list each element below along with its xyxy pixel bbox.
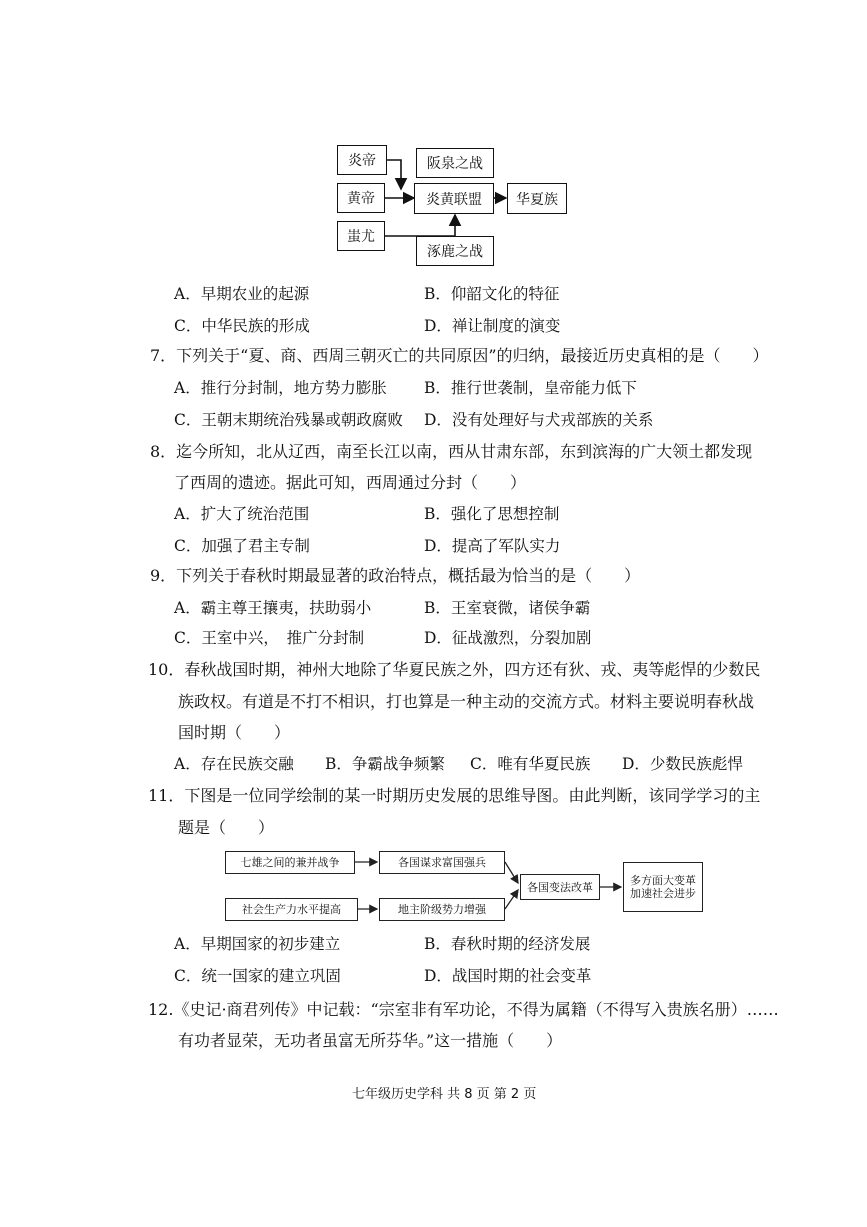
huaxia-box: 华夏族 [507,183,567,214]
q10-stem-line1: 10．春秋战国时期，神州大地除了华夏民族之外，四方还有狄、戎、夷等彪悍的少数民 [148,660,761,679]
q6-option-d: D．禅让制度的演变 [424,317,561,335]
q7-option-b: B．推行世袭制，皇帝能力低下 [424,379,637,397]
reform-box: 各国变法改革 [520,874,600,900]
q8-stem-line1: 8．迄今所知，北从辽西，南至长江以南，西从甘肃东部，东到滨海的广大领土都发现 [150,442,753,461]
q12-stem-line1: 12.《史记·商君列传》中记载：“宗室非有军功论，不得为属籍（不得写入贵族名册）…… [148,1000,779,1019]
productivity-box: 社会生产力水平提高 [225,898,358,921]
zhuolu-battle-box: 涿鹿之战 [416,236,494,266]
page-footer: 七年级历史学科 共 8 页 第 2 页 [352,1087,537,1102]
q10-option-b: B．争霸战争频繁 [325,755,445,773]
q10-option-d: D．少数民族彪悍 [622,755,743,773]
great-change-line2: 加速社会进步 [630,887,696,900]
great-change-box [623,862,703,912]
q9-option-d: D．征战激烈，分裂加剧 [424,629,592,647]
q12-stem-line2: 有功者显荣，无功者虽富无所芬华。”这一措施（ ） [178,1031,563,1050]
q8-option-c: C．加强了君主专制 [174,537,310,555]
yanhuang-alliance-box: 炎黄联盟 [414,183,494,214]
landlord-class-box: 地主阶级势力增强 [379,898,505,921]
q11-option-d: D．战国时期的社会变革 [424,967,592,985]
q8-option-a: A．扩大了统治范围 [174,505,310,523]
great-change-line1: 多方面大变革 [630,874,696,887]
huangdi-box: 黄帝 [337,183,385,213]
q9-stem: 9．下列关于春秋时期最显著的政治特点，概括最为恰当的是（ ） [150,566,641,585]
q11-option-c: C．统一国家的建立巩固 [174,967,341,985]
q9-option-c: C．王室中兴， 推广分封制 [174,629,365,647]
q9-option-b: B．王室衰微，诸侯争霸 [424,599,591,617]
q7-option-c: C．王朝末期统治残暴或朝政腐败 [174,411,403,429]
q10-option-a: A．存在民族交融 [174,755,294,773]
q8-option-d: D．提高了军队实力 [424,537,561,555]
q6-option-b: B．仰韶文化的特征 [424,285,560,303]
q8-stem-line2: 了西周的遗迹。据此可知，西周通过分封（ ） [174,473,527,492]
q10-option-c: C．唯有华夏民族 [470,755,591,773]
q11-option-a: A．早期国家的初步建立 [174,935,341,953]
q7-option-a: A．推行分封制，地方势力膨胀 [174,379,387,397]
q6-option-c: C．中华民族的形成 [174,317,310,335]
chiyou-box: 蚩尤 [337,221,385,251]
q8-option-b: B．强化了思想控制 [424,505,560,523]
q11-stem-line1: 11．下图是一位同学绘制的某一时期历史发展的思维导图。由此判断，该同学学习的主 [148,786,761,805]
annexation-wars-box: 七雄之间的兼并战争 [225,851,355,874]
q11-stem-line2: 题是（ ） [178,818,275,837]
q9-option-a: A．霸主尊王攘夷，扶助弱小 [174,599,372,617]
banquan-battle-box: 阪泉之战 [416,148,494,178]
q10-stem-line3: 国时期（ ） [178,723,291,742]
q7-stem: 7．下列关于“夏、商、西周三朝灭亡的共同原因”的归纳，最接近历史真相的是（ ） [150,346,769,365]
yandi-box: 炎帝 [337,145,387,175]
q6-option-a: A．早期农业的起源 [174,285,310,303]
q11-option-b: B．春秋时期的经济发展 [424,935,591,953]
strong-state-box: 各国谋求富国强兵 [379,851,505,874]
q10-stem-line2: 族政权。有道是不打不相识，打也算是一种主动的交流方式。材料主要说明春秋战 [178,692,755,711]
q7-option-d: D．没有处理好与犬戎部族的关系 [424,411,654,429]
